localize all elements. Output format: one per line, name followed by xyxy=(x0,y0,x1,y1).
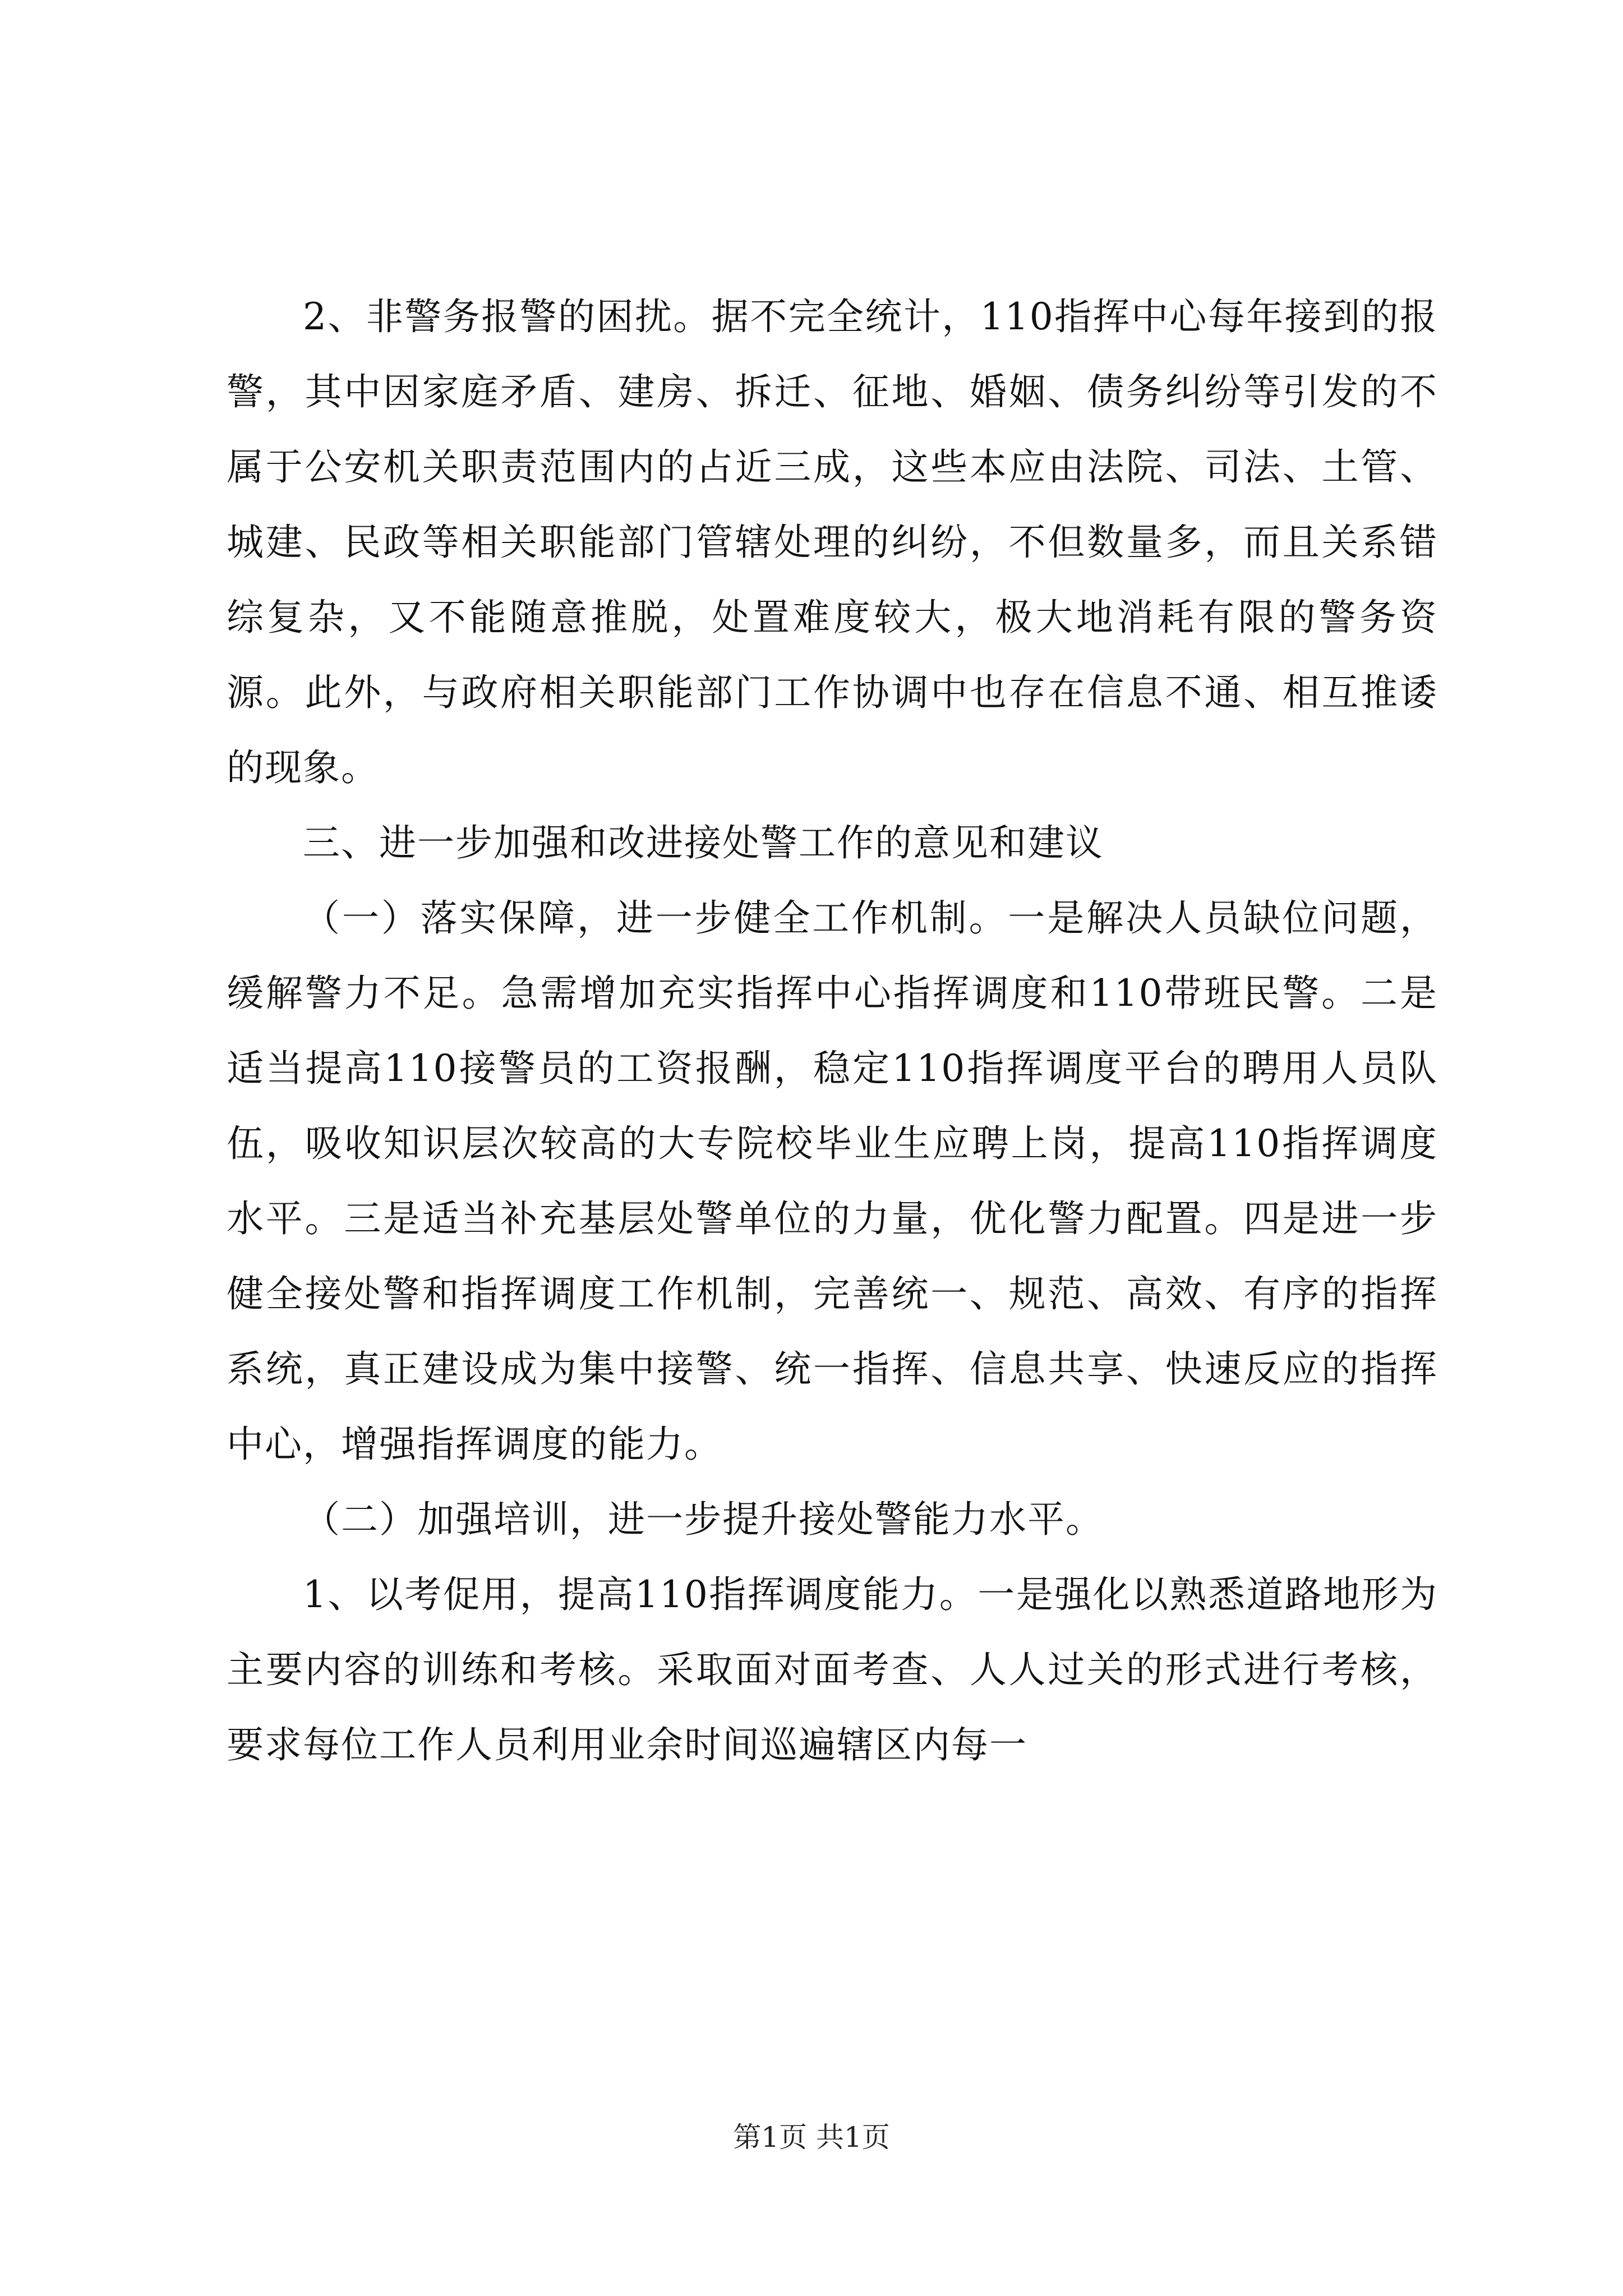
paragraph-work-mechanism: （一）落实保障，进一步健全工作机制。一是解决人员缺位问题，缓解警力不足。急需增加充实指挥中心指挥调度和110带班民警。二是适当提高110接警员的工资报酬，稳定110指挥调度平台的聘用人员队伍，吸收知识层次较高的大专院校毕业生应聘上岗，提高110指挥调度水平。三是适当补充基层处警单位的力量，优化警力配置。四是进一步健全接处警和指挥调度工作机制，完善统一、规范、高效、有序的指挥系统，真正建设成为集中接警、统一指挥、信息共享、快速反应的指挥中心，增强指挥调度的能力。 xyxy=(227,896,1438,1466)
section-heading-suggestions: 三、进一步加强和改进接处警工作的意见和建议 xyxy=(303,821,1104,864)
paragraph-training-heading: （二）加强培训，进一步提升接处警能力水平。 xyxy=(303,1498,1104,1541)
page-footer: 第1页 共1页 xyxy=(733,2121,890,2154)
paragraph-non-police-calls: 2、非警务报警的困扰。据不完全统计，110指挥中心每年接到的报警，其中因家庭矛盾、建房、拆迁、征地、婚姻、债务纠纷等引发的不属于公安机关职责范围内的占近三成，这些本应由法院、司法、土管、城建、民政等相关职能部门管辖处理的纠纷，不但数量多，而且关系错综复杂，又不能随意推脱，处置难度较大，极大地消耗有限的警务资源。此外，与政府相关职能部门工作协调中也存在信息不通、相互推诿的现象。 xyxy=(227,295,1438,789)
paragraph-dispatch-ability: 1、以考促用，提高110指挥调度能力。一是强化以熟悉道路地形为主要内容的训练和考核。采取面对面考查、人人过关的形式进行考核，要求每位工作人员利用业余时间巡遍辖区内每一 xyxy=(227,1573,1438,1766)
document-body xyxy=(227,279,1438,1783)
